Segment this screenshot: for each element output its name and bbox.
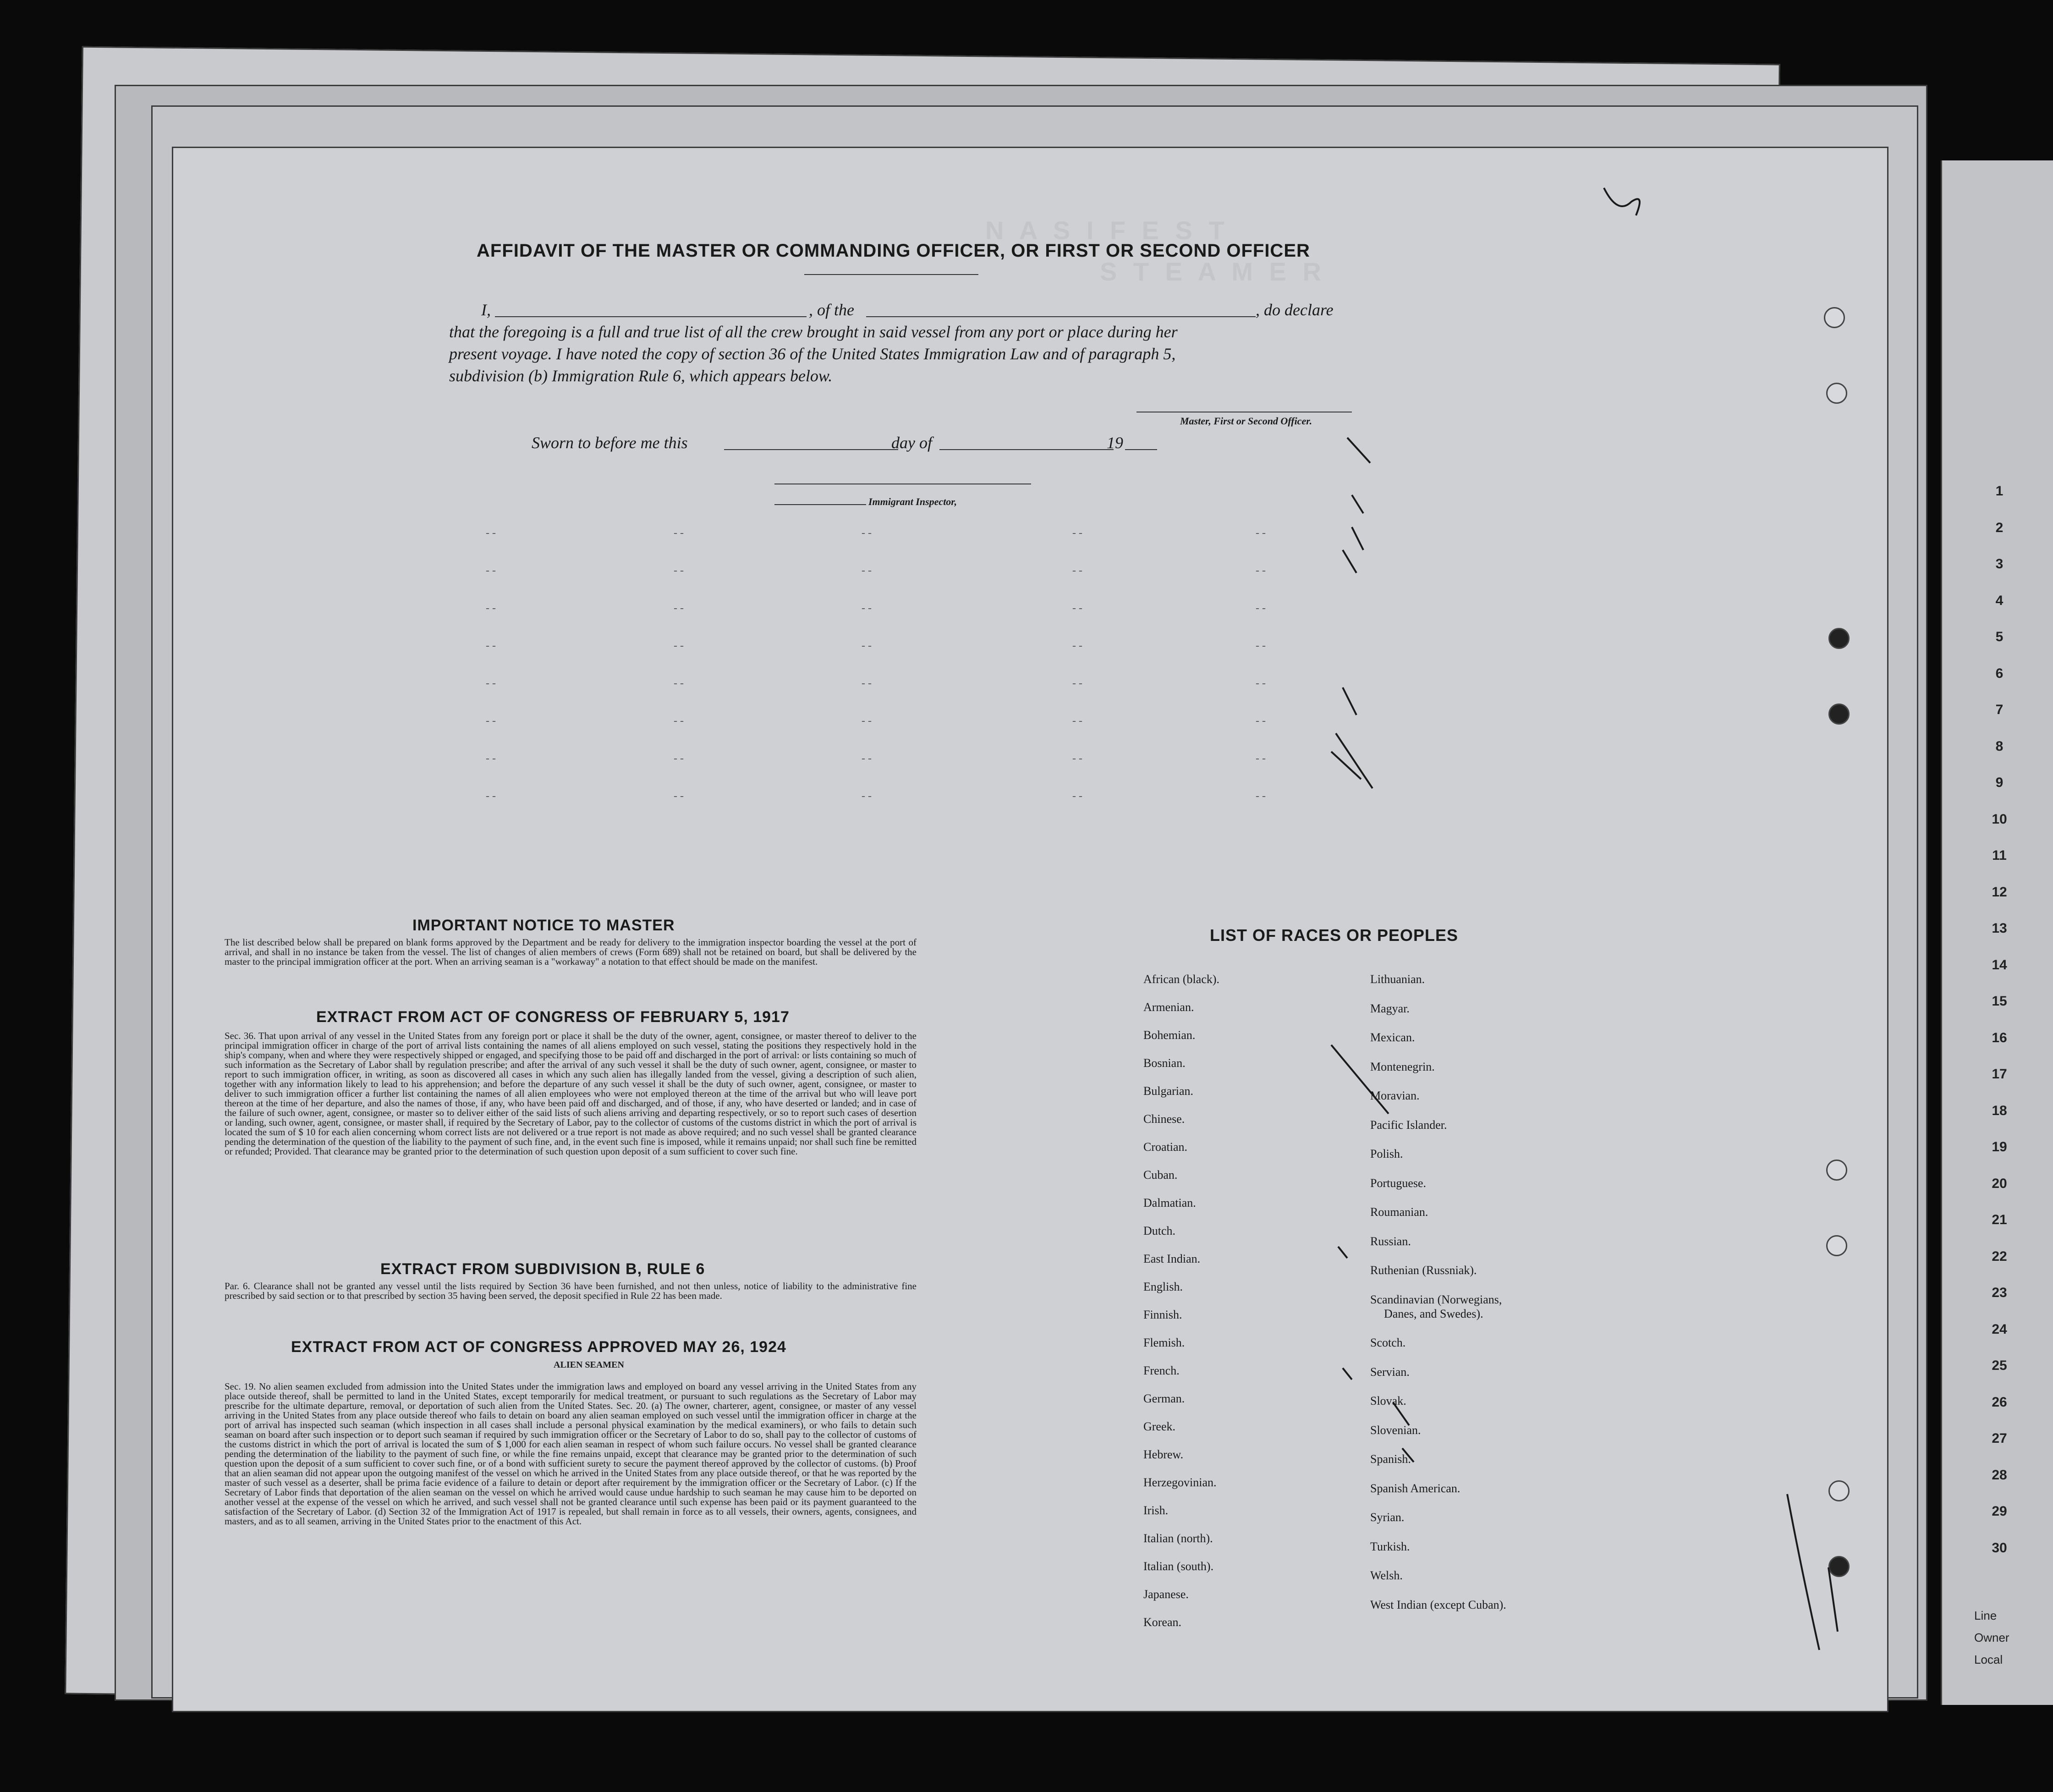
bleed-through-text: S T E A M E R	[1100, 257, 1326, 286]
race-item: Moravian.	[1370, 1089, 1420, 1102]
bleed-through-text: N A S I F E S T	[985, 216, 1229, 245]
race-item: Dutch.	[1143, 1224, 1176, 1237]
faint-dash: - -	[1072, 677, 1082, 689]
race-item: Scandinavian (Norwegians,	[1370, 1292, 1502, 1306]
race-item: French.	[1143, 1364, 1180, 1377]
race-item: Pacific Islander.	[1370, 1118, 1447, 1132]
race-item: Finnish.	[1143, 1308, 1182, 1321]
affidavit-of: , of the	[809, 301, 854, 319]
line-number: 8	[1995, 738, 2004, 754]
race-item: English.	[1143, 1280, 1183, 1293]
line-number: 29	[1992, 1504, 2007, 1519]
strip-footer-label: Local	[1974, 1653, 2003, 1666]
race-item: Bohemian.	[1143, 1028, 1196, 1042]
line-number: 25	[1992, 1358, 2007, 1373]
faint-dash: - -	[862, 677, 872, 689]
faint-dash: - -	[862, 602, 872, 614]
line-number: 14	[1992, 957, 2007, 973]
faint-dash: - -	[486, 715, 496, 727]
race-item: Lithuanian.	[1370, 973, 1425, 986]
line-number: 2	[1995, 520, 2004, 535]
race-item: Portuguese.	[1370, 1176, 1427, 1190]
strip-footer-label: Line	[1974, 1609, 1997, 1622]
race-item: Ruthenian (Russniak).	[1370, 1264, 1477, 1277]
race-item: Hebrew.	[1143, 1448, 1184, 1461]
line-number: 22	[1992, 1248, 2007, 1264]
race-item: Spanish American.	[1370, 1481, 1460, 1495]
affidavit-line4: subdivision (b) Immigration Rule 6, which appears below.	[449, 367, 833, 385]
notice-text: The list described below shall be prepared on blank forms approved by the Department and be ready for delivery to the immigration inspector boarding the vessel at the port of arrival, and shall in no instance be taken from the vessel. The list of changes of alien members of crews (Form 689) shall not be retained on board, but shall be delivered by the master to the principal immigration officer at the port. When an arriving seaman is a "workaway" a notation to that effect should be made on the manifest.	[225, 937, 917, 967]
faint-dash: - -	[1072, 640, 1082, 652]
race-item: Japanese.	[1143, 1588, 1189, 1601]
line-number: 12	[1992, 884, 2007, 900]
faint-dash: - -	[1256, 565, 1266, 577]
race-item: Chinese.	[1143, 1112, 1185, 1126]
faint-dash: - -	[486, 602, 496, 614]
line-number: 28	[1992, 1467, 2007, 1483]
faint-dash: - -	[674, 640, 684, 652]
line-number: 19	[1992, 1139, 2007, 1154]
race-item: East Indian.	[1143, 1252, 1201, 1265]
race-item: Servian.	[1370, 1365, 1410, 1379]
race-item: Slovenian.	[1370, 1423, 1421, 1437]
year-label: 19	[1107, 434, 1123, 452]
faint-dash: - -	[862, 565, 872, 577]
faint-dash: - -	[486, 790, 496, 802]
faint-dash: - -	[674, 677, 684, 689]
faint-dash: - -	[486, 527, 496, 539]
line-number: 7	[1995, 702, 2004, 717]
faint-dash: - -	[1072, 565, 1082, 577]
race-item: Slovak.	[1370, 1394, 1406, 1407]
rule6-text: Par. 6. Clearance shall not be granted any vessel until the lists required by Section 36 have been furnished, and not then unless, notice of liability to the administrative fine prescribed by said section or to that prescribed by section 35 having been served, the deposit specified in Rule 22 has been made.	[225, 1281, 917, 1301]
faint-dash: - -	[1072, 527, 1082, 539]
race-item: Polish.	[1370, 1147, 1403, 1160]
race-item: Danes, and Swedes).	[1384, 1307, 1483, 1320]
faint-dash: - -	[1256, 640, 1266, 652]
notice-title: IMPORTANT NOTICE TO MASTER	[412, 917, 675, 934]
line-number: 27	[1992, 1431, 2007, 1446]
line-number: 18	[1992, 1103, 2007, 1118]
line-number: 1	[1995, 484, 2004, 499]
extract-1917-title: EXTRACT FROM ACT OF CONGRESS OF FEBRUARY 5, 1917	[316, 1008, 790, 1026]
races-title: LIST OF RACES OR PEOPLES	[1210, 926, 1459, 945]
faint-dash: - -	[1256, 790, 1266, 802]
faint-dash: - -	[1072, 715, 1082, 727]
affidavit-line2: that the foregoing is a full and true list of all the crew brought in said vessel from any port or place during her	[449, 323, 1178, 341]
race-item: Russian.	[1370, 1234, 1411, 1248]
race-item: Spanish.	[1370, 1452, 1411, 1466]
faint-dash: - -	[674, 527, 684, 539]
race-item: Roumanian.	[1370, 1205, 1428, 1219]
faint-dash: - -	[1256, 715, 1266, 727]
faint-dash: - -	[1072, 602, 1082, 614]
race-item: Magyar.	[1370, 1001, 1410, 1015]
line-number: 3	[1995, 556, 2004, 572]
faint-dash: - -	[674, 753, 684, 764]
race-item: Korean.	[1143, 1616, 1182, 1629]
extract-1924-subtitle: ALIEN SEAMEN	[554, 1360, 624, 1370]
race-item: Bosnian.	[1143, 1056, 1186, 1070]
line-number: 23	[1992, 1285, 2007, 1300]
faint-dash: - -	[862, 715, 872, 727]
race-item: Croatian.	[1143, 1140, 1188, 1154]
day-of-label: day of	[891, 434, 932, 452]
race-item: Dalmatian.	[1143, 1196, 1196, 1209]
line-number: 26	[1992, 1394, 2007, 1410]
line-number: 11	[1992, 848, 2007, 863]
race-item: Turkish.	[1370, 1539, 1410, 1553]
line-number: 15	[1992, 994, 2007, 1009]
line-number: 16	[1992, 1030, 2007, 1045]
line-number: 21	[1992, 1212, 2007, 1227]
affidavit-line3: present voyage. I have noted the copy of section 36 of the United States Immigration Law and of paragraph 5,	[449, 345, 1176, 363]
faint-dash: - -	[674, 715, 684, 727]
race-item: Montenegrin.	[1370, 1060, 1435, 1073]
race-item: Scotch.	[1370, 1336, 1406, 1349]
faint-dash: - -	[486, 640, 496, 652]
inspector-caption: Immigrant Inspector,	[868, 496, 957, 507]
faint-dash: - -	[1072, 753, 1082, 764]
faint-dash: - -	[1256, 527, 1266, 539]
race-item: Cuban.	[1143, 1168, 1178, 1182]
race-item: African (black).	[1143, 973, 1220, 986]
extract-1917-text: Sec. 36. That upon arrival of any vessel in the United States from any foreign port or place it shall be the duty of the owner, agent, consignee, or master thereof to deliver to the principal immigration officer in charge of the port of arrival lists containing the names of all aliens employed on such vessel, stating the positions they respectively hold in the ship's company, when and where they were respectively shipped or engaged, and specifying those to be paid off and discharged in the port of arrival: or lists containing so much of such information as the Secretary of Labor shall by regulation prescribe; and after the arrival of any such vessel it shall be the duty of such owner, agent, consignee, or master to report to such immigration officer, in writing, as soon as discovered all cases in which any such alien has illegally landed from the vessel, giving a description of such alien, together with any information likely to lead to his apprehension; and before the departure of any such vessel it shall be the duty of such owner, agent, consignee, or master to deliver to such immigration officer a further list containing the names of all alien employees who were not employed thereon at the time of the arrival but who will leave port thereon at the time of her departure, and also the names of those, if any, who have been paid off and discharged, and of those, if any, who have deserted or landed; and in case of the failure of such owner, agent, consignee, or master so to deliver either of the said lists of such aliens arriving and departing respectively, or so to report such cases of desertion or landing, such owner, agent, consignee, or master shall, if required by the Secretary of Labor, pay to the collector of customs of the customs district in which the port of arrival is located the sum of $ 10 for each alien concerning whom correct lists are not delivered or a true report is not made as above required; and no such vessel shall be granted clearance pending the determination of the question of the liability to the payment of such fine, and, in the event such fine is imposed, while it remains unpaid; nor shall such fine be remitted or refunded; Provided. That clearance may be granted prior to the determination of such question upon deposit of a sum sufficient to cover such fine.	[225, 1030, 917, 1157]
affidavit-declare: , do declare	[1256, 301, 1334, 319]
line-number: 20	[1992, 1176, 2007, 1191]
line-number: 24	[1992, 1321, 2007, 1337]
race-item: German.	[1143, 1392, 1185, 1405]
extract-1924-text: Sec. 19. No alien seamen excluded from admission into the United States under the immigration laws and employed on board any vessel arriving in the United States from any place outside thereof, shall be permitted to land in the United States, except temporarily for medical treatment, or pursuant to such regulations as the Secretary of Labor may prescribe for the ultimate departure, removal, or deportation of such alien from the United States. Sec. 20. (a) The owner, charterer, agent, consignee, or master of any vessel arriving in the United States from any place outside thereof who fails to detain on board any alien seaman employed on such vessel until the immigration officer in charge at the port of arrival has inspected such seaman (which inspection in all cases shall include a personal physical examination by the medical examiners), or who fails to detain such seaman on board after such inspection or to deport such seaman if required by such immigration officer or the Secretary of Labor to do so, shall pay to the collector of customs of the customs district in which the port of arrival is located the sum of $ 1,000 for each alien seaman in respect of whom such failure occurs. No vessel shall be granted clearance pending the determination of the liability to the payment of such fine, or while the fine remains unpaid, except that clearance may be granted prior to the determination of such question upon the deposit of a sum sufficient to cover such fine, or of a bond with sufficient surety to secure the payment thereof approved by the collector of customs. (b) Proof that an alien seaman did not appear upon the outgoing manifest of the vessel on which he arrived in the United States from any place outside thereof, or that he was reported by the master of such vessel as a deserter, shall be prima facie evidence of a failure to detain or deport after requirement by the immigration officer or the Secretary of Labor. (c) If the Secretary of Labor finds that deportation of the alien seaman on the vessel on which he arrived would cause undue hardship to such seaman he may cause him to be deported on another vessel at the expense of the vessel on which he arrived, and such vessel shall not be granted clearance until such expense has been paid or its payment guaranteed to the satisfaction of the Secretary of Labor. (d) Section 32 of the Immigration Act of 1917 is repealed, but shall remain in force as to all vessels, their owners, agents, consignees, and masters, and as to all seamen, arriving in the United States prior to the enactment of this Act.	[225, 1381, 917, 1527]
line-number: 13	[1992, 921, 2007, 936]
race-item: Greek.	[1143, 1420, 1176, 1433]
race-item: Irish.	[1143, 1504, 1169, 1517]
race-item: Armenian.	[1143, 1000, 1194, 1014]
line-number: 6	[1995, 665, 2004, 681]
faint-dash: - -	[1256, 677, 1266, 689]
rule6-title: EXTRACT FROM SUBDIVISION B, RULE 6	[380, 1260, 705, 1278]
faint-dash: - -	[486, 753, 496, 764]
line-number: 10	[1992, 811, 2007, 827]
extract-1924-title: EXTRACT FROM ACT OF CONGRESS APPROVED MAY 26, 1924	[291, 1338, 786, 1356]
race-item: Italian (north).	[1143, 1532, 1213, 1545]
race-item: Italian (south).	[1143, 1560, 1214, 1573]
faint-dash: - -	[486, 677, 496, 689]
faint-dash: - -	[1072, 790, 1082, 802]
faint-dash: - -	[674, 602, 684, 614]
line-number: 5	[1995, 629, 2004, 644]
race-item: West Indian (except Cuban).	[1370, 1598, 1506, 1611]
line-number: 4	[1995, 593, 2004, 608]
race-item: Bulgarian.	[1143, 1084, 1194, 1098]
faint-dash: - -	[486, 565, 496, 577]
faint-dash: - -	[674, 790, 684, 802]
affidavit-title: AFFIDAVIT OF THE MASTER OR COMMANDING OFFICER, OR FIRST OR SECOND OFFICER	[477, 241, 1310, 261]
faint-dash: - -	[862, 790, 872, 802]
signature-caption: Master, First or Second Officer.	[1180, 415, 1312, 427]
affidavit-i: I,	[481, 301, 491, 319]
race-item: Syrian.	[1370, 1511, 1405, 1524]
line-number: 17	[1992, 1066, 2007, 1082]
race-item: Mexican.	[1370, 1031, 1415, 1044]
faint-dash: - -	[674, 565, 684, 577]
faint-dash: - -	[862, 640, 872, 652]
faint-dash: - -	[1256, 602, 1266, 614]
race-item: Herzegovinian.	[1143, 1476, 1217, 1489]
faint-dash: - -	[862, 527, 872, 539]
race-item: Welsh.	[1370, 1569, 1403, 1582]
strip-footer-label: Owner	[1974, 1631, 2009, 1644]
line-number: 30	[1992, 1540, 2007, 1556]
faint-dash: - -	[862, 753, 872, 764]
race-item: Flemish.	[1143, 1336, 1185, 1349]
faint-dash: - -	[1256, 753, 1266, 764]
sworn-label: Sworn to before me this	[532, 434, 688, 452]
line-number: 9	[1995, 775, 2004, 790]
